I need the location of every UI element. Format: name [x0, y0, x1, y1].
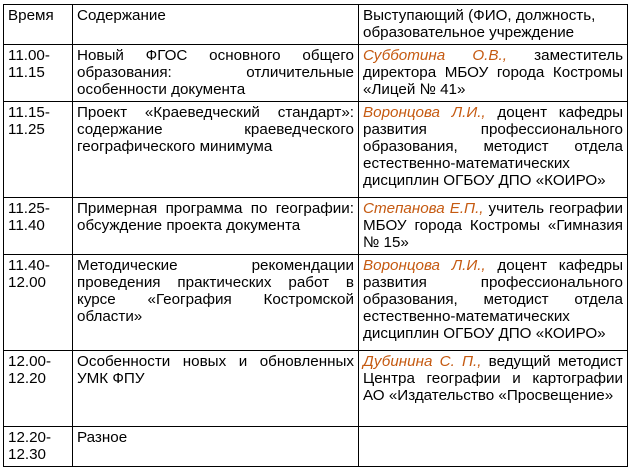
- speaker-info: учитель географии МБОУ города Костромы «Гимназия № 15»: [363, 200, 623, 251]
- topic-cell: Примерная программа по географии: обсуждение проекта документа: [73, 198, 359, 255]
- speaker-cell: [359, 427, 628, 467]
- speaker-cell: [359, 198, 628, 255]
- time-end: 12.00: [8, 274, 47, 291]
- speaker-name: Степанова Е.П.,: [363, 200, 484, 217]
- time-end: 11.25: [8, 121, 45, 138]
- time-cell: [4, 427, 73, 467]
- table-row: [4, 198, 628, 255]
- time-start: 11.15-: [8, 104, 50, 121]
- topic-cell: Особенности новых и обновленных УМК ФПУ: [73, 351, 359, 427]
- time-end: 12.30: [8, 446, 47, 463]
- time-end: 12.20: [8, 370, 47, 387]
- time-start: 11.00-: [8, 47, 50, 64]
- speaker-name: Дубинина С. П.,: [363, 353, 482, 370]
- time-start: 12.00-: [8, 353, 52, 370]
- header-content: Содержание: [73, 5, 359, 45]
- speaker-cell: [359, 351, 628, 427]
- time-end: 11.15: [8, 64, 45, 81]
- speaker-cell: [359, 45, 628, 102]
- table-row: [4, 45, 628, 102]
- topic-cell: Проект «Краеведческий стандарт»: содержание краеведческого географического минимума: [73, 102, 359, 198]
- time-start: 12.20-: [8, 429, 52, 446]
- header-speaker: Выступающий (ФИО, должность, образовательное учреждение: [359, 5, 628, 45]
- time-cell: [4, 45, 73, 102]
- topic-cell: Новый ФГОС основного общего образования: отличительные особенности документа: [73, 45, 359, 102]
- time-cell: [4, 351, 73, 427]
- speaker-name: Воронцова Л.И.,: [363, 104, 486, 121]
- speaker-info: доцент кафедры развития профессионального образования, методист отдела естественно-математических дисциплин ОГБОУ ДПО «КОИРО»: [363, 257, 624, 342]
- speaker-name: Субботина О.В.,: [363, 47, 507, 64]
- time-cell: [4, 255, 73, 351]
- topic-cell: Разное: [73, 427, 359, 467]
- header-time: Время: [4, 5, 73, 45]
- table-row: [4, 351, 628, 427]
- speaker-info: ведущий методист Центра географии и картографии АО «Издательство «Просвещение»: [363, 353, 623, 404]
- time-end: 11.40: [8, 217, 45, 234]
- speaker-name: Воронцова Л.И.,: [363, 257, 486, 274]
- speaker-info: заместитель директора МБОУ города Костромы «Лицей № 41»: [363, 47, 623, 98]
- time-cell: [4, 102, 73, 198]
- table-row: [4, 255, 628, 351]
- time-start: 11.40-: [8, 257, 50, 274]
- agenda-table: [3, 4, 628, 467]
- topic-cell: Методические рекомендации проведения практических работ в курсе «География Костромской области»: [73, 255, 359, 351]
- speaker-info: доцент кафедры развития профессионального образования, методист отдела естественно-математических дисциплин ОГБОУ ДПО «КОИРО»: [363, 104, 624, 189]
- table-header-row: [4, 5, 628, 45]
- table-row: [4, 102, 628, 198]
- speaker-cell: [359, 255, 628, 351]
- table-row: [4, 427, 628, 467]
- time-cell: [4, 198, 73, 255]
- speaker-cell: [359, 102, 628, 198]
- time-start: 11.25-: [8, 200, 50, 217]
